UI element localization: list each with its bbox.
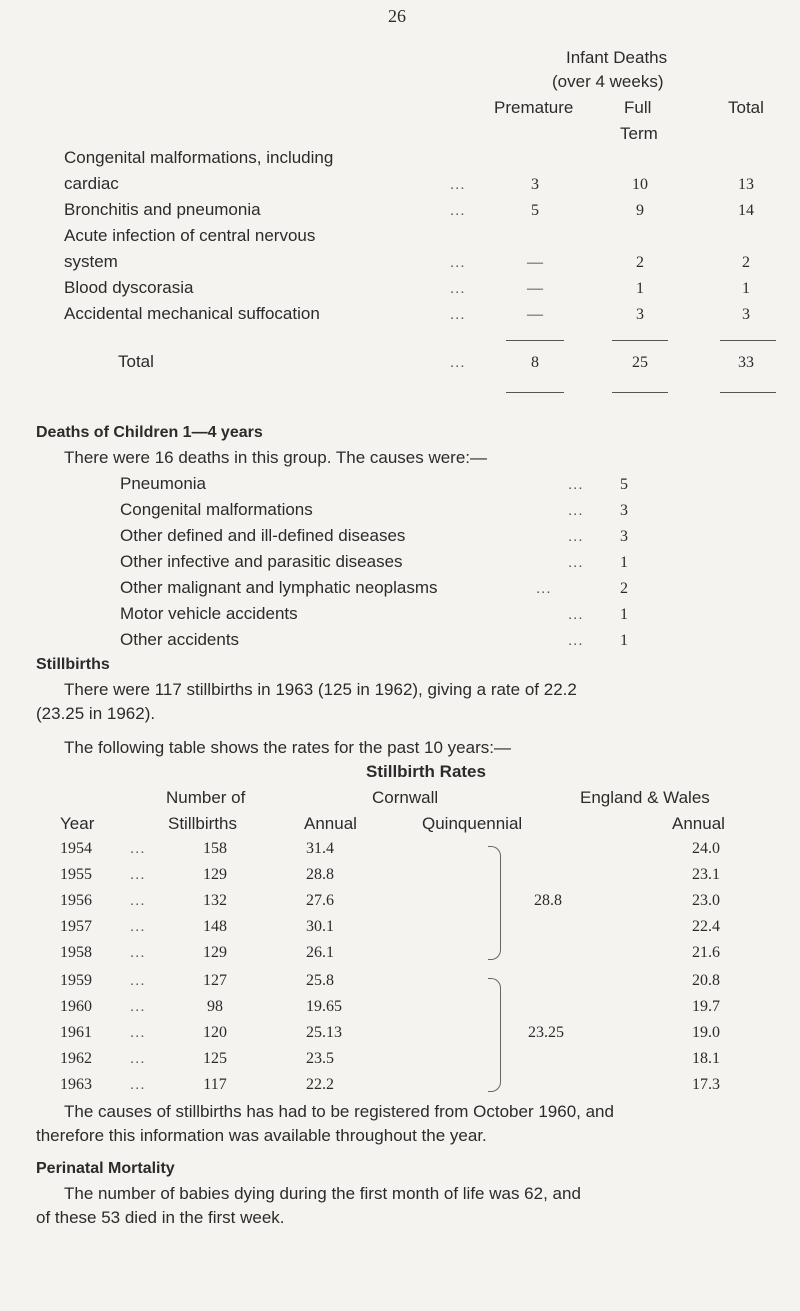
row-year: 1957 — [60, 918, 92, 935]
col-year: Year — [60, 814, 95, 833]
leader-dots: ... — [450, 306, 466, 323]
stillbirths-note-cont: therefore this information was available throughout the year. — [36, 1126, 487, 1145]
leader-dots: ... — [130, 1024, 146, 1041]
row-number: 129 — [203, 866, 227, 883]
infant-total: 2 — [742, 254, 750, 271]
infant-full-term: 3 — [636, 306, 644, 323]
infant-premature: 3 — [531, 176, 539, 193]
infant-premature: 5 — [531, 202, 539, 219]
leader-dots: ... — [130, 1050, 146, 1067]
col-full-term-1: Full — [624, 98, 652, 117]
leader-dots: ... — [130, 866, 146, 883]
row-cornwall-annual: 27.6 — [306, 892, 334, 909]
stillbirths-table-title: Stillbirth Rates — [366, 762, 486, 781]
row-year: 1962 — [60, 1050, 92, 1067]
cause-label: Motor vehicle accidents — [120, 604, 298, 623]
infant-row-label: Bronchitis and pneumonia — [64, 200, 261, 219]
row-number: 132 — [203, 892, 227, 909]
col-annual: Annual — [304, 814, 357, 833]
leader-dots: ... — [450, 280, 466, 297]
sum-rule — [506, 392, 564, 393]
row-year: 1955 — [60, 866, 92, 883]
row-england-annual: 20.8 — [692, 972, 720, 989]
row-cornwall-annual: 31.4 — [306, 840, 334, 857]
row-year: 1963 — [60, 1076, 92, 1093]
row-cornwall-annual: 26.1 — [306, 944, 334, 961]
row-cornwall-annual: 19.65 — [306, 998, 342, 1015]
col-annual-ew: Annual — [672, 814, 725, 833]
leader-dots: ... — [450, 254, 466, 271]
row-number: 98 — [207, 998, 223, 1015]
infant-full-term: 2 — [636, 254, 644, 271]
infant-row-label: Accidental mechanical suffocation — [64, 304, 320, 323]
row-cornwall-annual: 30.1 — [306, 918, 334, 935]
col-number-of: Number of — [166, 788, 246, 807]
infant-row-label-cont: system — [64, 252, 118, 271]
infant-total-total: 33 — [738, 354, 754, 371]
cause-label: Pneumonia — [120, 474, 207, 493]
infant-total-full-term: 25 — [632, 354, 648, 371]
stillbirths-note: The causes of stillbirths has had to be registered from October 1960, and — [64, 1102, 614, 1121]
stillbirths-heading: Stillbirths — [36, 656, 110, 673]
row-cornwall-annual: 25.8 — [306, 972, 334, 989]
sum-rule — [506, 340, 564, 341]
row-england-annual: 23.1 — [692, 866, 720, 883]
infant-full-term: 1 — [636, 280, 644, 297]
row-england-annual: 18.1 — [692, 1050, 720, 1067]
sum-rule — [720, 340, 776, 341]
row-year: 1956 — [60, 892, 92, 909]
row-number: 125 — [203, 1050, 227, 1067]
leader-dots: ... — [568, 528, 584, 545]
stillbirths-paragraph: There were 117 stillbirths in 1963 (125 in 1962), giving a rate of 22.2 — [64, 680, 577, 699]
page-number: 26 — [388, 6, 406, 26]
infant-deaths-subtitle: (over 4 weeks) — [552, 72, 664, 91]
col-premature: Premature — [494, 98, 574, 117]
row-england-annual: 17.3 — [692, 1076, 720, 1093]
row-england-annual: 23.0 — [692, 892, 720, 909]
quinquennial-brace — [488, 978, 501, 1092]
row-number: 158 — [203, 840, 227, 857]
col-cornwall: Cornwall — [372, 788, 439, 807]
infant-total: 3 — [742, 306, 750, 323]
col-full-term-2: Term — [620, 124, 658, 143]
infant-row-label: Acute infection of central nervous — [64, 226, 316, 245]
leader-dots: ... — [130, 972, 146, 989]
infant-deaths-title: Infant Deaths — [566, 48, 668, 67]
row-number: 117 — [203, 1076, 227, 1093]
quinquennial-value: 28.8 — [534, 892, 562, 909]
row-england-annual: 24.0 — [692, 840, 720, 857]
infant-total: 1 — [742, 280, 750, 297]
col-england-wales: England & Wales — [580, 788, 710, 807]
infant-premature: — — [527, 254, 543, 271]
infant-row-label: Blood dyscorasia — [64, 278, 194, 297]
leader-dots: ... — [568, 554, 584, 571]
row-year: 1959 — [60, 972, 92, 989]
infant-row-label-cont: cardiac — [64, 174, 119, 193]
stillbirths-paragraph-cont: (23.25 in 1962). — [36, 704, 156, 723]
row-number: 120 — [203, 1024, 227, 1041]
infant-full-term: 9 — [636, 202, 644, 219]
infant-premature: — — [527, 280, 543, 297]
perinatal-text-cont: of these 53 died in the first week. — [36, 1208, 285, 1227]
cause-count: 1 — [620, 632, 628, 649]
row-number: 148 — [203, 918, 227, 935]
cause-count: 2 — [620, 580, 628, 597]
row-england-annual: 19.0 — [692, 1024, 720, 1041]
infant-total: 13 — [738, 176, 754, 193]
row-cornwall-annual: 28.8 — [306, 866, 334, 883]
cause-label: Congenital malformations — [120, 500, 313, 519]
row-year: 1961 — [60, 1024, 92, 1041]
leader-dots: ... — [568, 502, 584, 519]
quinquennial-brace — [488, 846, 501, 960]
row-cornwall-annual: 25.13 — [306, 1024, 342, 1041]
cause-count: 5 — [620, 476, 628, 493]
row-england-annual: 22.4 — [692, 918, 720, 935]
row-year: 1958 — [60, 944, 92, 961]
leader-dots: ... — [130, 840, 146, 857]
row-cornwall-annual: 23.5 — [306, 1050, 334, 1067]
cause-label: Other infective and parasitic diseases — [120, 552, 403, 571]
leader-dots: ... — [568, 606, 584, 623]
cause-count: 1 — [620, 606, 628, 623]
cause-count: 1 — [620, 554, 628, 571]
children-deaths-intro: There were 16 deaths in this group. The causes were:— — [64, 448, 488, 467]
sum-rule — [612, 340, 668, 341]
infant-row-label: Congenital malformations, including — [64, 148, 334, 167]
infant-total-label: Total — [118, 352, 154, 371]
stillbirths-table-intro: The following table shows the rates for the past 10 years:— — [64, 738, 511, 757]
perinatal-text: The number of babies dying during the first month of life was 62, and — [64, 1184, 581, 1203]
cause-count: 3 — [620, 528, 628, 545]
perinatal-heading: Perinatal Mortality — [36, 1160, 175, 1177]
row-number: 129 — [203, 944, 227, 961]
leader-dots: ... — [536, 580, 552, 597]
leader-dots: ... — [450, 176, 466, 193]
leader-dots: ... — [130, 892, 146, 909]
cause-count: 3 — [620, 502, 628, 519]
leader-dots: ... — [568, 632, 584, 649]
row-england-annual: 19.7 — [692, 998, 720, 1015]
col-quinquennial: Quinquennial — [422, 814, 523, 833]
cause-label: Other malignant and lymphatic neoplasms — [120, 578, 438, 597]
row-year: 1954 — [60, 840, 92, 857]
infant-full-term: 10 — [632, 176, 648, 193]
leader-dots: ... — [130, 944, 146, 961]
infant-total: 14 — [738, 202, 754, 219]
cause-label: Other defined and ill-defined diseases — [120, 526, 406, 545]
children-deaths-heading: Deaths of Children 1—4 years — [36, 424, 263, 441]
row-number: 127 — [203, 972, 227, 989]
leader-dots: ... — [130, 1076, 146, 1093]
sum-rule — [720, 392, 776, 393]
quinquennial-value: 23.25 — [528, 1024, 564, 1041]
leader-dots: ... — [130, 918, 146, 935]
row-cornwall-annual: 22.2 — [306, 1076, 334, 1093]
leader-dots: ... — [130, 998, 146, 1015]
col-total: Total — [728, 98, 764, 117]
col-stillbirths: Stillbirths — [168, 814, 237, 833]
row-england-annual: 21.6 — [692, 944, 720, 961]
infant-premature: — — [527, 306, 543, 323]
leader-dots: ... — [450, 354, 466, 371]
leader-dots: ... — [450, 202, 466, 219]
sum-rule — [612, 392, 668, 393]
infant-total-premature: 8 — [531, 354, 539, 371]
leader-dots: ... — [568, 476, 584, 493]
row-year: 1960 — [60, 998, 92, 1015]
cause-label: Other accidents — [120, 630, 240, 649]
